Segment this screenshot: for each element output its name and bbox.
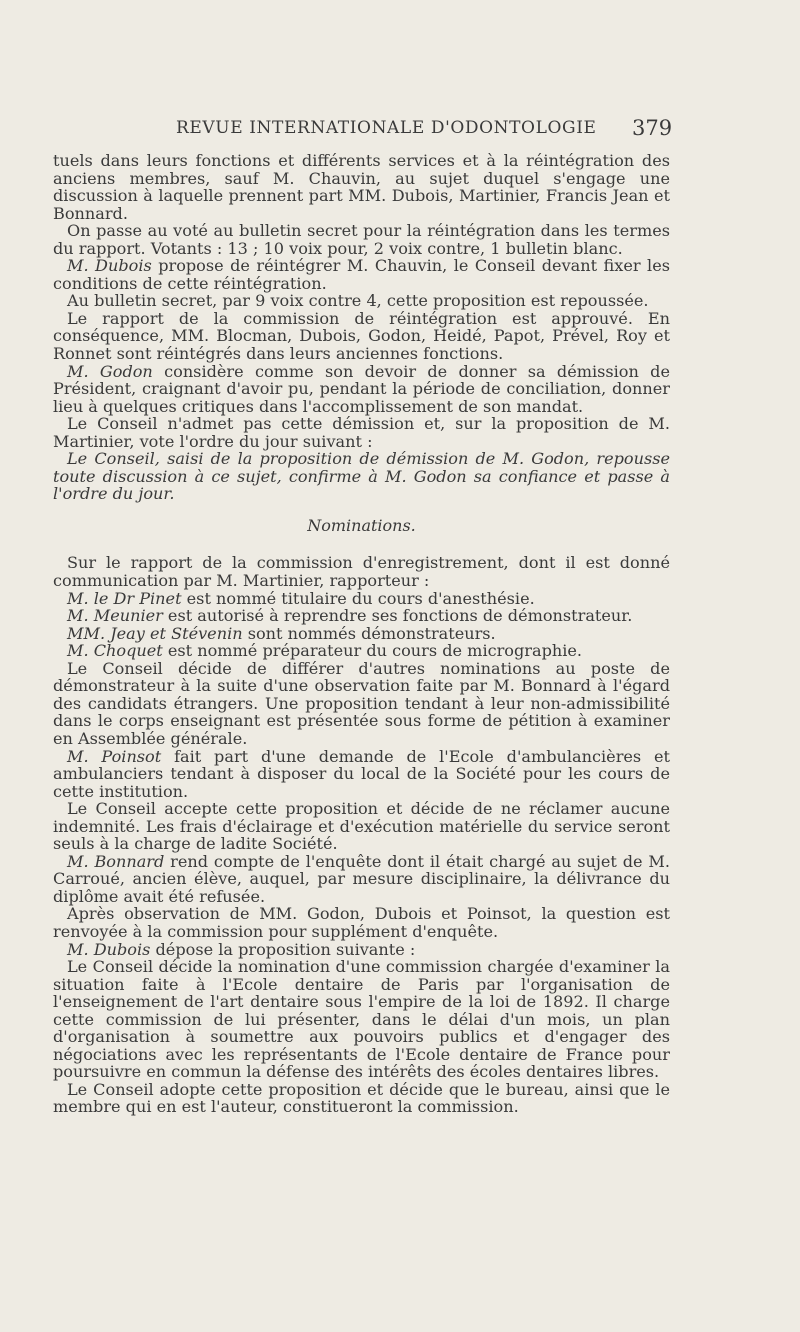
paragraph-text: sont nommés démonstrateurs.: [242, 623, 496, 643]
paragraph: Le rapport de la commission de réintégration est approuvé. En conséquence, MM. Blocman, Dubois, Godon, Heidé, Papot, Prével, Roy et Ronnet sont réintégrés dans leurs anciennes fonctions.: [53, 308, 670, 364]
page-header: [0, 116, 800, 142]
paragraph: Après observation de MM. Godon, Dubois et Poinsot, la question est renvoyée à la commission pour supplément d'enquête.: [53, 904, 670, 941]
speaker-name: M. Dubois: [67, 256, 152, 276]
speaker-name: M. le Dr Pinet: [67, 588, 182, 608]
speaker-name: M. Choquet: [67, 641, 163, 661]
paragraph: [53, 853, 670, 906]
paragraph: [53, 748, 670, 801]
paragraph: [53, 625, 670, 643]
page-body: [53, 152, 670, 1116]
paragraph: tuels dans leurs fonctions et différents services et à la réintégration des anciens membres, sauf M. Chauvin, au sujet duquel s'engage une discussion à laquelle prennent part MM. Dubois, Martinier, Francis Jean et Bonnard.: [53, 151, 670, 223]
running-title: REVUE INTERNATIONALE D'ODONTOLOGIE: [176, 118, 597, 138]
paragraph: Le Conseil décide de différer d'autres nominations au poste de démonstrateur à la suite d'une observation faite par M. Bonnard à l'égard des candidats étrangers. Une proposition tendant à leur non-admissibilité dans le corps enseignant est présentée sous forme de pétition à examiner en Assemblée générale.: [53, 658, 670, 748]
paragraph: [53, 257, 670, 292]
speaker-name: M. Poinsot: [67, 746, 162, 766]
paragraph-text: est autorisé à reprendre ses fonctions de démonstrateur.: [162, 606, 633, 626]
paragraph: Le Conseil accepte cette proposition et décide de ne réclamer aucune indemnité. Les frais d'éclairage et d'exécution matérielle du service seront seuls à la charge de ladite Société.: [53, 799, 670, 854]
paragraph-text: considère comme son devoir de donner sa démission de Président, craignant d'avoir pu, pendant la période de conciliation, donner lieu à quelques critiques dans l'accomplissement de son mandat.: [53, 361, 670, 416]
paragraph-text: fait part d'une demande de l'Ecole d'ambulancières et ambulanciers tendant à disposer du local de la Société pour les cours de cette institution.: [53, 746, 670, 801]
speaker-name: M. Dubois: [67, 939, 151, 959]
paragraph: Le Conseil adopte cette proposition et décide que le bureau, ainsi que le membre qui en est l'auteur, constitueront la commission.: [53, 1079, 670, 1117]
resolution-text: Le Conseil, saisi de la proposition de démission de M. Godon, repousse toute discussion à ce sujet, confirme à M. Godon sa confiance et passe à l'ordre du jour.: [53, 449, 670, 504]
speaker-name: MM. Jeay et Stévenin: [67, 623, 243, 643]
paragraph: [53, 607, 670, 625]
paragraph: [53, 642, 670, 660]
paragraph: [53, 941, 670, 959]
paragraph-text: propose de réintégrer M. Chauvin, le Conseil devant fixer les conditions de cette réintégration.: [53, 256, 670, 293]
paragraph-text: est nommé préparateur du cours de micrographie.: [162, 641, 583, 661]
paragraph-text: dépose la proposition suivante :: [150, 939, 416, 959]
speaker-name: M. Godon: [67, 361, 153, 381]
speaker-name: M. Meunier: [67, 606, 163, 626]
paragraph-text: est nommé titulaire du cours d'anesthésie.: [181, 588, 535, 608]
section-title: Nominations.: [307, 515, 416, 535]
paragraph: [53, 590, 670, 608]
paragraph: [53, 363, 670, 416]
paragraph: Au bulletin secret, par 9 voix contre 4, cette proposition est repoussée.: [67, 291, 649, 311]
paragraph: Le Conseil décide la nomination d'une commission chargée d'examiner la situation faite à l'Ecole dentaire de Paris par l'organisation de l'enseignement de l'art dentaire sous l'empire de la loi de 1892. Il charge cette commission de lui présenter, dans le délai d'un mois, un plan d'organisation à soumettre aux pouvoirs publics et d'engager des négociations avec les représentants de l'Ecole dentaire de France pour poursuivre en commun la défense des intérêts des écoles dentaires libres.: [53, 957, 670, 1082]
paragraph: Le Conseil n'admet pas cette démission et, sur la proposition de M. Martinier, vote l'ordre du jour suivant :: [53, 414, 670, 451]
paragraph-text: rend compte de l'enquête dont il était chargé au sujet de M. Carroué, ancien élève, auquel, par mesure disciplinaire, la délivrance du diplôme avait été refusée.: [53, 851, 670, 906]
paragraph: On passe au voté au bulletin secret pour la réintégration dans les termes du rapport. Votants : 13 ; 10 voix pour, 2 voix contre, 1 bulletin blanc.: [53, 221, 670, 258]
page-number: 379: [632, 116, 673, 140]
speaker-name: M. Bonnard: [67, 851, 165, 871]
paragraph: Sur le rapport de la commission d'enregistrement, dont il est donné communication par M. Martinier, rapporteur :: [53, 553, 670, 591]
